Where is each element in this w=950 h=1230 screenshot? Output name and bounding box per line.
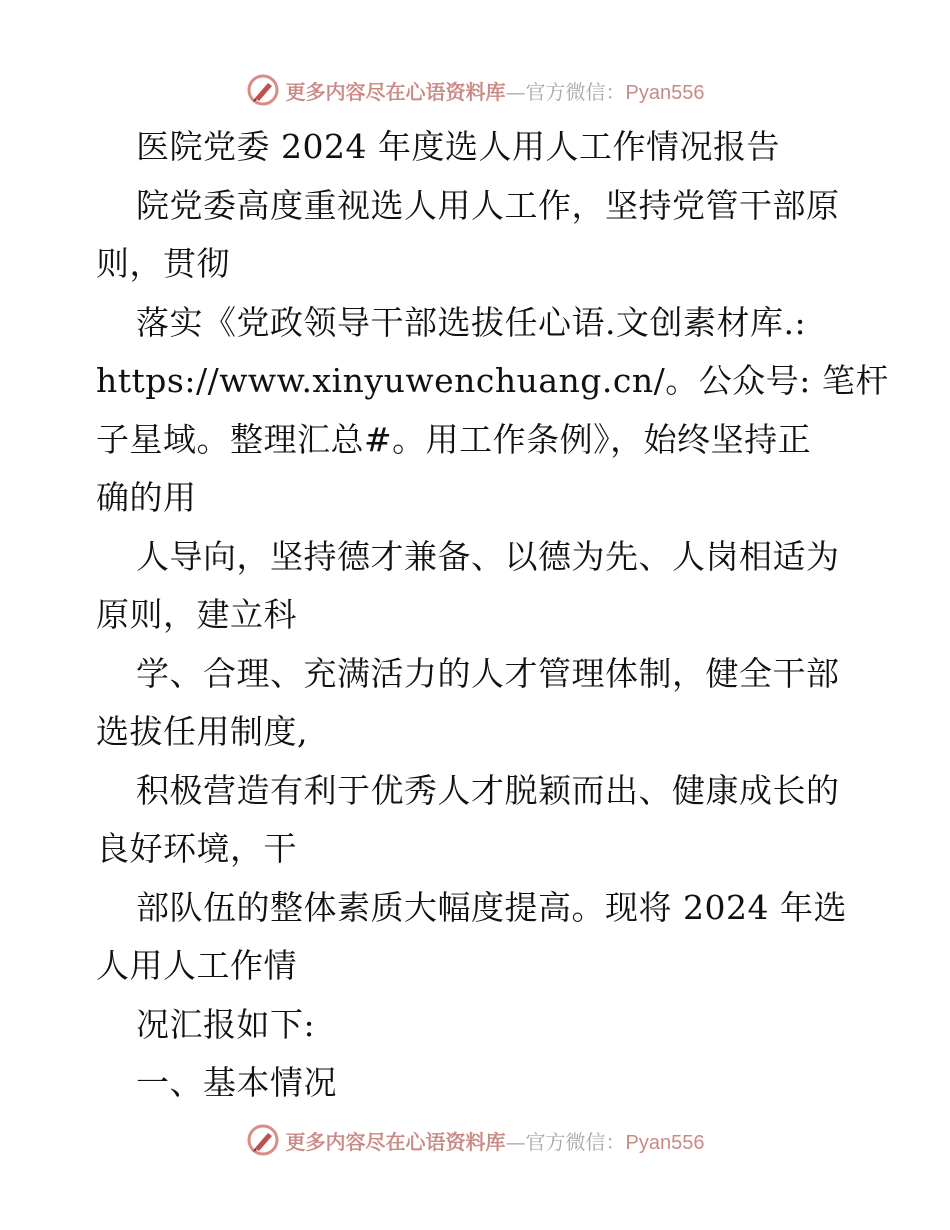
paragraph-line: 确的用 [96, 478, 197, 517]
footer-banner-wechat-label: 官方微信： [525, 1129, 626, 1154]
paragraph-line: 积极营造有利于优秀人才脱颖而出、健康成长的 [136, 770, 840, 810]
paragraph-line: 落实《党政领导干部选拔任心语.文创素材库.: [136, 302, 807, 342]
header-banner-dash: — [505, 79, 526, 104]
footer-banner-wechat-id: Pyan556 [625, 1131, 705, 1154]
footer-watermark-text [286, 1126, 705, 1155]
footer-banner-main: 更多内容尽在心语资料库 [285, 1129, 506, 1154]
header-banner-wechat-id: Pyan556 [625, 81, 705, 104]
paragraph-line: 子星域。整理汇总#。用工作条例》，始终坚持正 [96, 419, 812, 459]
paragraph-line: 院党委高度重视选人用人工作，坚持党管干部原 [136, 185, 840, 225]
header-banner-wechat-label: 官方微信： [525, 79, 626, 104]
paragraph-line: https://www.xinyuwenchuang.cn/。公众号: 笔杆 [96, 361, 889, 400]
paragraph-line: 良好环境，干 [96, 829, 297, 868]
paragraph-line: 原则，建立科 [96, 595, 297, 634]
paragraph-line: 人用人工作情 [96, 946, 297, 985]
header-watermark-text [286, 76, 705, 105]
paragraph-line: 部队伍的整体素质大幅度提高。现将 2024 年选 [136, 887, 847, 927]
paragraph-line: 选拔任用制度, [96, 712, 308, 751]
header-banner-main: 更多内容尽在心语资料库 [285, 79, 506, 104]
pen-logo-icon [246, 1123, 280, 1157]
section-heading: 一、基本情况 [136, 1063, 337, 1102]
header-watermark-banner [0, 70, 950, 110]
paragraph-line: 则，贯彻 [96, 244, 230, 283]
footer-watermark-banner [0, 1120, 950, 1160]
paragraph-line: 人导向，坚持德才兼备、以德为先、人岗相适为 [136, 536, 840, 576]
footer-banner-dash: — [505, 1129, 526, 1154]
paragraph-line: 况汇报如下: [136, 1004, 316, 1044]
document-title: 医院党委 2024 年度选人用人工作情况报告 [136, 127, 780, 166]
document-body [96, 118, 889, 1113]
pen-logo-icon [246, 73, 280, 107]
paragraph-line: 学、合理、充满活力的人才管理体制，健全干部 [136, 653, 840, 693]
